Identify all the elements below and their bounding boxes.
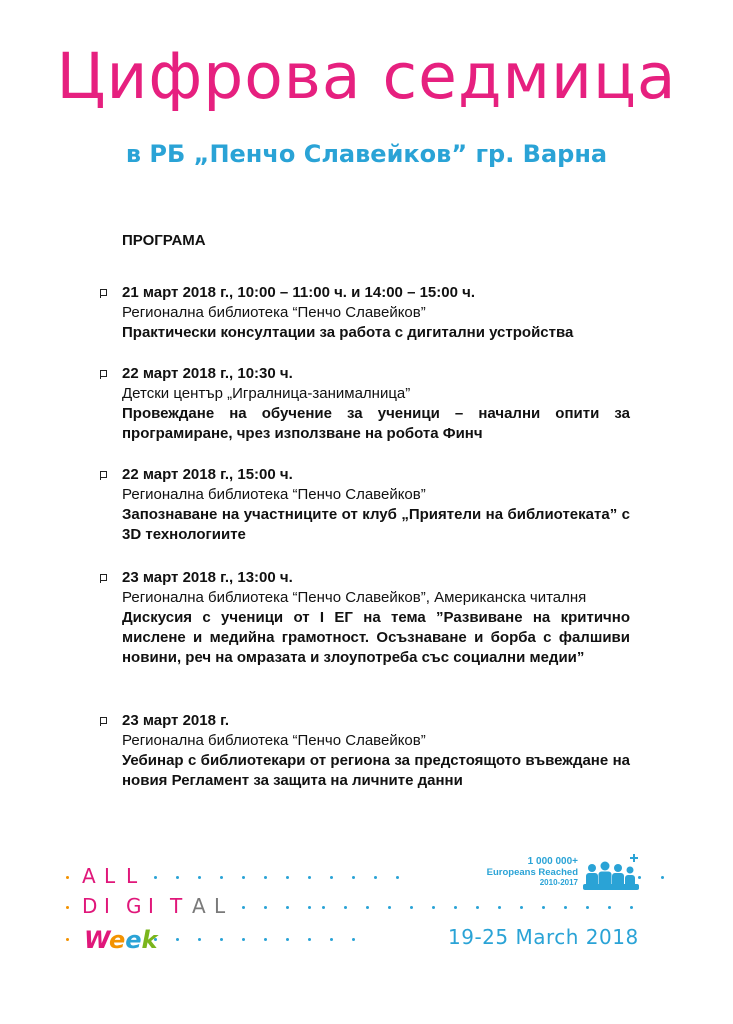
logo-dot bbox=[308, 876, 311, 879]
logo-letter: I bbox=[104, 894, 110, 918]
page-subtitle: в РБ „Пенчо Славейков” гр. Варна bbox=[125, 140, 608, 168]
event-item bbox=[100, 465, 630, 545]
event-location: Регионална библиотека “Пенчо Славейков” bbox=[122, 486, 426, 503]
people-group-icon bbox=[583, 854, 643, 898]
event-dates: 19-25 March 2018 bbox=[448, 925, 639, 949]
checkbox-bullet-icon bbox=[100, 370, 107, 377]
logo-dot bbox=[66, 906, 69, 909]
checkbox-bullet-icon bbox=[100, 471, 107, 478]
event-description: Уебинар с библиотекари от региона за предстоящото въвеждане на новия Регламент за защита на личните данни bbox=[122, 752, 630, 789]
logo-letter: T bbox=[170, 894, 183, 918]
event-datetime: 21 март 2018 г., 10:00 – 11:00 ч. и 14:00 – 15:00 ч. bbox=[122, 284, 475, 301]
logo-dot bbox=[264, 906, 267, 909]
logo-dot bbox=[344, 906, 347, 909]
logo-dot bbox=[198, 938, 201, 941]
logo-dot bbox=[220, 938, 223, 941]
logo-letter: G bbox=[126, 894, 142, 918]
event-datetime: 22 март 2018 г., 15:00 ч. bbox=[122, 466, 293, 483]
logo-dot bbox=[66, 876, 69, 879]
logo-dot bbox=[308, 938, 311, 941]
checkbox-bullet-icon bbox=[100, 289, 107, 296]
logo-dot bbox=[286, 876, 289, 879]
logo-week-letter: e bbox=[125, 926, 142, 954]
event-datetime: 22 март 2018 г., 10:30 ч. bbox=[122, 365, 293, 382]
logo-dot bbox=[630, 906, 633, 909]
logo-dot bbox=[564, 906, 567, 909]
logo-dot bbox=[264, 938, 267, 941]
logo-dot bbox=[352, 938, 355, 941]
logo-dot bbox=[330, 876, 333, 879]
logo-dot bbox=[432, 906, 435, 909]
logo-dot bbox=[520, 906, 523, 909]
logo-letter: A bbox=[192, 894, 206, 918]
page-title: Цифрова седмица bbox=[56, 40, 677, 113]
logo-letter: D bbox=[82, 894, 98, 918]
logo-dot bbox=[586, 906, 589, 909]
logo-week-letter: W bbox=[84, 926, 109, 954]
logo-dot bbox=[220, 876, 223, 879]
logo-dot bbox=[308, 906, 311, 909]
logo-dot bbox=[330, 938, 333, 941]
logo-dot bbox=[374, 876, 377, 879]
reached-label: Europeans Reached bbox=[486, 867, 578, 878]
logo-dot bbox=[66, 938, 69, 941]
logo-dot bbox=[352, 876, 355, 879]
logo-dot bbox=[410, 906, 413, 909]
event-location: Регионална библиотека “Пенчо Славейков” bbox=[122, 732, 426, 749]
logo-dot bbox=[388, 906, 391, 909]
logo-letter: L bbox=[126, 864, 138, 888]
event-item bbox=[100, 711, 630, 791]
program-heading: ПРОГРАМА bbox=[122, 232, 206, 249]
logo-dot bbox=[542, 906, 545, 909]
logo-dot bbox=[366, 906, 369, 909]
logo-dot bbox=[176, 938, 179, 941]
logo-dot bbox=[396, 876, 399, 879]
event-description: Провеждане на обучение за ученици – начални опити за програмиране, чрез използване на робота Финч bbox=[122, 405, 630, 442]
logo-dot bbox=[286, 906, 289, 909]
logo-letter: L bbox=[104, 864, 116, 888]
event-description: Дискусия с ученици от I ЕГ на тема ”Развиване на критично мислене и медийна грамотност. Осъзнаване и борба с фалшиви новини, реч на омразата и злоупотреба със социални медии” bbox=[122, 609, 630, 666]
event-datetime: 23 март 2018 г., 13:00 ч. bbox=[122, 569, 293, 586]
logo-letter: A bbox=[82, 864, 96, 888]
checkbox-bullet-icon bbox=[100, 574, 107, 581]
event-location: Регионална библиотека “Пенчо Славейков” bbox=[122, 304, 426, 321]
event-description: Запознаване на участниците от клуб „Приятели на библиотеката” с 3D технологиите bbox=[122, 506, 630, 543]
logo-dot bbox=[286, 938, 289, 941]
logo-dot bbox=[242, 906, 245, 909]
logo-letter: L bbox=[214, 894, 226, 918]
logo-dot bbox=[242, 938, 245, 941]
logo-letter: I bbox=[148, 894, 154, 918]
logo-dot bbox=[242, 876, 245, 879]
logo-dot bbox=[476, 906, 479, 909]
event-item bbox=[100, 568, 630, 668]
logo-dot bbox=[176, 876, 179, 879]
event-location: Детски център „Игралница-занималница” bbox=[122, 385, 411, 402]
reached-years: 2010-2017 bbox=[539, 878, 578, 887]
logo-week-letter: e bbox=[108, 926, 126, 954]
event-item bbox=[100, 364, 630, 444]
event-datetime: 23 март 2018 г. bbox=[122, 712, 230, 729]
event-item bbox=[100, 283, 630, 343]
reached-count: 1 000 000+ bbox=[527, 856, 578, 867]
logo-dot bbox=[661, 876, 664, 879]
logo-dot bbox=[498, 906, 501, 909]
logo-dot bbox=[264, 876, 267, 879]
logo-dot bbox=[322, 906, 325, 909]
footer bbox=[0, 850, 733, 970]
reached-badge bbox=[468, 856, 578, 887]
logo-dot bbox=[454, 906, 457, 909]
logo-dot bbox=[154, 876, 157, 879]
logo-week-letter: k bbox=[141, 926, 158, 954]
event-location: Регионална библиотека “Пенчо Славейков”, Американска читалня bbox=[122, 589, 587, 606]
logo-dot bbox=[198, 876, 201, 879]
logo-dot bbox=[608, 906, 611, 909]
event-description: Практически консултации за работа с дигитални устройства bbox=[122, 324, 574, 341]
checkbox-bullet-icon bbox=[100, 717, 107, 724]
logo-week bbox=[84, 926, 157, 954]
